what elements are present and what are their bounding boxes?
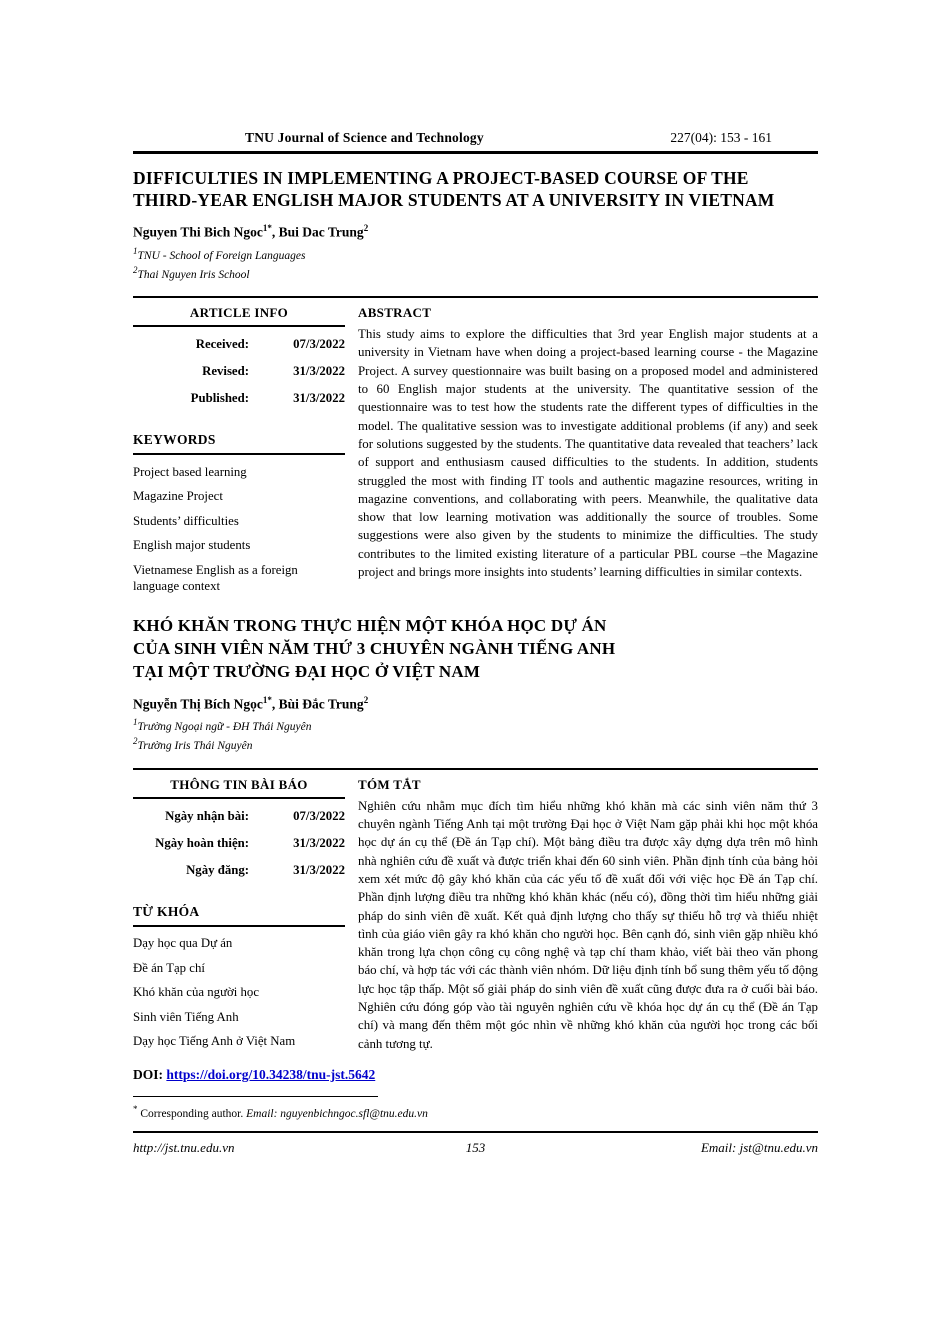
- author-en-1: Nguyen Thi Bich Ngoc: [133, 224, 263, 240]
- keyword-en-5: Vietnamese English as a foreign language context: [133, 562, 298, 593]
- article-info-top-rule-en: [133, 296, 818, 298]
- header-rule: [133, 151, 818, 154]
- article-title-en-line2: THIRD-YEAR ENGLISH MAJOR STUDENTS AT A UNIVERSITY IN VIETNAM: [133, 190, 775, 210]
- affiliation-en-1-text: TNU - School of Foreign Languages: [137, 249, 306, 262]
- info-label-revised: Revised:: [202, 364, 249, 379]
- section-headings-vi: [133, 777, 818, 793]
- footer-journal-url: http://jst.tnu.edu.vn: [133, 1139, 235, 1155]
- info-row-published: [133, 389, 345, 408]
- info-label-received: Received:: [195, 337, 249, 352]
- author-en-2: Bui Dac Trung: [278, 224, 364, 240]
- left-column-en: [133, 325, 345, 594]
- article-title-vi-line3: TẠI MỘT TRƯỜNG ĐẠI HỌC Ở VIỆT NAM: [133, 661, 481, 681]
- keyword-vi-5: Dạy học Tiếng Anh ở Việt Nam: [133, 1034, 296, 1049]
- article-info-underline-en: [133, 325, 345, 327]
- keyword-vi-1: Dạy học qua Dự án: [133, 936, 233, 951]
- keyword-vi-3: Khó khăn của người học: [133, 985, 260, 1000]
- article-title-en-line1: DIFFICULTIES IN IMPLEMENTING A PROJECT-BASED COURSE OF THE: [133, 168, 749, 188]
- keyword-en-1: Project based learning: [133, 464, 247, 479]
- column-gap: [345, 797, 358, 1053]
- author-vi-1-sup: 1*: [262, 694, 272, 705]
- issue-info: 227(04): 153 - 161: [670, 130, 772, 145]
- abstract-heading-vi: TÓM TẮT: [358, 776, 421, 792]
- affiliation-en-1-sup: 1: [133, 245, 138, 256]
- doi-link[interactable]: https://doi.org/10.34238/tnu-jst.5642: [166, 1066, 376, 1082]
- abstract-text-en: This study aims to explore the difficulties that 3rd year English major students at a university in Vietnam have when doing a project-based learning course - the Magazine Project. A survey questionnaire was built basing on a proposed model and administered to 60 English major students at the university. The quantitative session of the questionnaire was to test how the students rate the different types of difficulties in the model. The qualitative session was to investigate additional problems (if any) and seek for solutions suggested by the students. The quantitative data revealed that teachers’ lack of support and enthusiasm caused difficulties to the students. In addition, students struggled the most with finding IT tools and authentic magazine resources, writing in magazine conventions, and collaborating with peers. Meanwhile, the qualitative data show that low learning motivation was additionally the source of troubles. Some suggestions were also given by the students to minimize the difficulties. The study contributes to the limited existing literature of a particular PBL course –the Magazine project and brings more insights into students’ learning difficulties in similar contexts.: [358, 327, 818, 580]
- article-info-underline-vi: [133, 797, 345, 799]
- keyword-vi-4: Sinh viên Tiếng Anh: [133, 1009, 239, 1024]
- info-row-ngay-nhan-bai: [133, 807, 345, 826]
- affiliation-en-2: [133, 264, 818, 282]
- left-column-vi: [133, 797, 345, 1053]
- footnote-separator: [133, 1096, 378, 1097]
- info-row-ngay-hoan-thien: [133, 834, 345, 853]
- article-title-vi-line1: KHÓ KHĂN TRONG THỰC HIỆN MỘT KHÓA HỌC DỰ ÁN: [133, 615, 607, 635]
- keywords-underline-en: [133, 453, 345, 455]
- info-label-ngay-hoan-thien: Ngày hoàn thiện:: [155, 835, 249, 850]
- info-label-ngay-nhan-bai: Ngày nhận bài:: [165, 808, 249, 823]
- info-value-ngay-nhan-bai: 07/3/2022: [293, 808, 345, 823]
- footer-email: Email: jst@tnu.edu.vn: [700, 1139, 818, 1155]
- info-value-ngay-dang: 31/3/2022: [293, 862, 345, 877]
- article-title-en: [133, 167, 818, 211]
- keyword-vi-2: Đề án Tạp chí: [133, 960, 205, 975]
- corresponding-author-footnote: [133, 1104, 818, 1120]
- info-value-revised: 31/3/2022: [293, 364, 345, 379]
- keywords-heading-en: KEYWORDS: [133, 432, 216, 448]
- doi-row: [133, 1067, 818, 1083]
- column-gap: [345, 325, 358, 594]
- keywords-heading-vi: TỪ KHÓA: [133, 903, 200, 919]
- article-info-heading-en: ARTICLE INFO: [189, 305, 289, 321]
- author-vi-2-sup: 2: [363, 694, 369, 705]
- column-gap: [345, 305, 358, 321]
- author-vi-2: Bùi Đắc Trung: [278, 696, 364, 712]
- abstract-text-vi: Nghiên cứu nhằm mục đích tìm hiểu những khó khăn mà các sinh viên năm thứ 3 chuyên ngành Tiếng Anh tại một trường Đại học ở Việt Nam gặp phải khi học một khóa học dự án cụ thể (Đề án Tạp chí). Một bảng điều tra được xây dựng dựa trên mô hình nhà nghiên cứu đề xuất và được triển khai đến 60 sinh viên. Phần định tính của bảng hỏi xem xét mức độ gây khó khăn của các yếu tố đề xuất đối với việc học Đề án Tạp chí. Phần định lượng điều tra những khó khăn khác (nếu có), đồng thời tìm hiểu những giải pháp do sinh viên đề xuất. Kết quả định lượng cho thấy sự thiếu hỗ trợ và thiếu nhiệt tình của giáo viên gây ra khó khăn cho người học. Bên cạnh đó, sinh viên gặp nhiều khó khăn trong lựa chọn công cụ công nghệ và tạp chí tham khảo, viết bài theo văn phong báo chí, và hợp tác với các thành viên nhóm. Dữ liệu định tính bổ sung thêm yếu tố động lực học tập thấp. Một số giải pháp do sinh viên đề xuất cũng được đưa ra ở cuối bài báo. Nghiên cứu đóng góp vào tài nguyên nghiên cứu về khóa học dự án cụ thể (Đề án Tạp chí) và mang đến thêm một góc nhìn về những khó khăn của người học trong các bối cảnh tương tự.: [358, 798, 818, 1051]
- affiliation-vi-1-sup: 1: [133, 717, 138, 728]
- section-body-en: [133, 325, 818, 594]
- section-body-vi: [133, 797, 818, 1053]
- footnote-text: Corresponding author.: [140, 1107, 247, 1120]
- author-separator-en: ,: [271, 224, 279, 240]
- author-en-2-sup: 2: [363, 223, 369, 233]
- journal-name: TNU Journal of Science and Technology: [245, 130, 484, 145]
- info-value-received: 07/3/2022: [293, 337, 345, 352]
- footnote-marker: *: [133, 1103, 138, 1114]
- article-title-vi-line2: CỦA SINH VIÊN NĂM THỨ 3 CHUYÊN NGÀNH TIẾNG ANH: [133, 638, 616, 658]
- affiliations-vi: [133, 716, 818, 754]
- affiliation-vi-2-text: Trường Iris Thái Nguyên: [137, 740, 253, 753]
- affiliation-en-1: [133, 245, 818, 263]
- running-head: [133, 130, 818, 146]
- affiliations-en: [133, 245, 818, 283]
- author-separator-vi: ,: [271, 696, 279, 712]
- authors-en: [133, 223, 818, 241]
- affiliation-en-2-text: Thai Nguyen Iris School: [137, 268, 250, 281]
- author-en-1-sup: 1*: [262, 223, 272, 233]
- abstract-heading-en: ABSTRACT: [358, 305, 432, 321]
- authors-vi: [133, 695, 818, 713]
- keyword-en-4: English major students: [133, 538, 251, 553]
- footer-page-number: 153: [465, 1139, 486, 1155]
- column-gap: [345, 777, 358, 793]
- page-footer: [133, 1140, 818, 1156]
- info-row-revised: [133, 362, 345, 381]
- footer-rule: [133, 1131, 818, 1133]
- affiliation-vi-2-sup: 2: [133, 736, 138, 747]
- info-label-published: Published:: [190, 391, 249, 406]
- affiliation-vi-1: [133, 716, 818, 734]
- affiliation-vi-1-text: Trường Ngoại ngữ - ĐH Thái Nguyên: [137, 720, 312, 733]
- info-row-received: [133, 335, 345, 354]
- info-value-published: 31/3/2022: [293, 391, 345, 406]
- keywords-underline-vi: [133, 925, 345, 927]
- author-vi-1: Nguyễn Thị Bích Ngọc: [133, 696, 263, 712]
- affiliation-en-2-sup: 2: [133, 264, 138, 275]
- doi-label: DOI:: [133, 1066, 163, 1082]
- keyword-en-2: Magazine Project: [133, 489, 223, 504]
- section-headings-en: [133, 305, 818, 321]
- keyword-en-3: Students’ difficulties: [133, 513, 239, 528]
- article-info-heading-vi: THÔNG TIN BÀI BÁO: [170, 776, 308, 792]
- info-row-ngay-dang: [133, 861, 345, 880]
- info-value-ngay-hoan-thien: 31/3/2022: [293, 835, 345, 850]
- article-title-vi: [133, 614, 818, 683]
- affiliation-vi-2: [133, 735, 818, 753]
- corresponding-author-email: Email: nguyenbichngoc.sfl@tnu.edu.vn: [246, 1107, 428, 1120]
- info-label-ngay-dang: Ngày đăng:: [186, 862, 249, 877]
- article-info-top-rule-vi: [133, 768, 818, 770]
